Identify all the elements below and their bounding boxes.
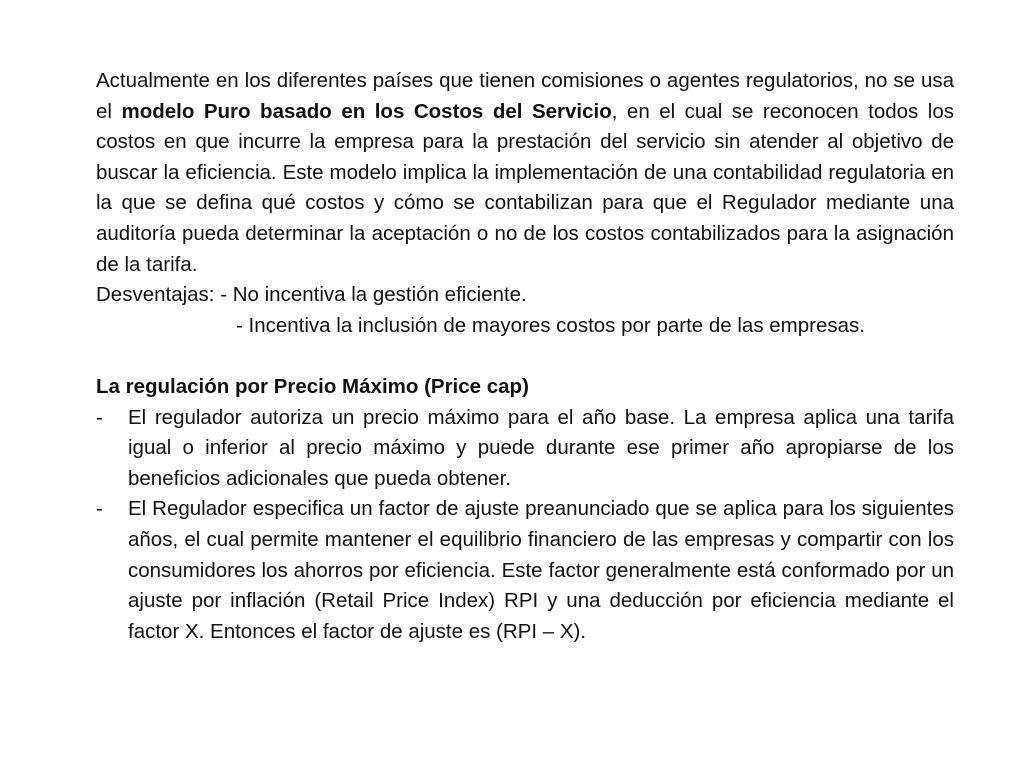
bullet-item [96, 403, 954, 495]
intro-bold-model: modelo Puro basado en los Costos del Servicio [121, 99, 612, 123]
disadvantages-line-1: Desventajas: - No incentiva la gestión eficiente. [96, 283, 527, 307]
price-cap-heading: La regulación por Precio Máximo (Price cap) [96, 374, 529, 398]
intro-text-start: Actualmente en los diferentes países que tienen comisiones o agentes regulatorios, no se usa el [96, 69, 954, 123]
intro-text-end: , en el cual se reconocen todos los costos en que incurre la empresa para la prestación del servicio sin atender al objetivo de buscar la eficiencia. Este modelo implica la implementación de una contabilidad regulatoria en la que se defina qué costos y cómo se contabilizan para que el Regulador mediante una auditoría pueda determinar la aceptación o no de los costos contabilizados para la asignación de la tarifa. [96, 99, 955, 276]
intro-paragraph [96, 66, 954, 280]
bullet-dash: - [96, 497, 103, 521]
bullet-dash: - [96, 405, 103, 429]
bullet-text: El regulador autoriza un precio máximo para el año base. La empresa aplica una tarifa igual o inferior al precio máximo y puede durante ese primer año apropiarse de los beneficios adicionales que pueda obtener. [128, 405, 954, 490]
bullet-item [96, 494, 954, 647]
slide-content [96, 66, 954, 647]
bullet-text: El Regulador especifica un factor de ajuste preanunciado que se aplica para los siguientes años, el cual permite mantener el equilibrio financiero de las empresas y compartir con los consumidores los ahorros por eficiencia. Este factor generalmente está conformado por un ajuste por inflación (Retail Price Index) RPI y una deducción por eficiencia mediante el factor X. Entonces el factor de ajuste es (RPI – X). [128, 497, 954, 643]
spacer [96, 341, 954, 372]
disadvantages-line-2: - Incentiva la inclusión de mayores costos por parte de las empresas. [236, 313, 865, 337]
